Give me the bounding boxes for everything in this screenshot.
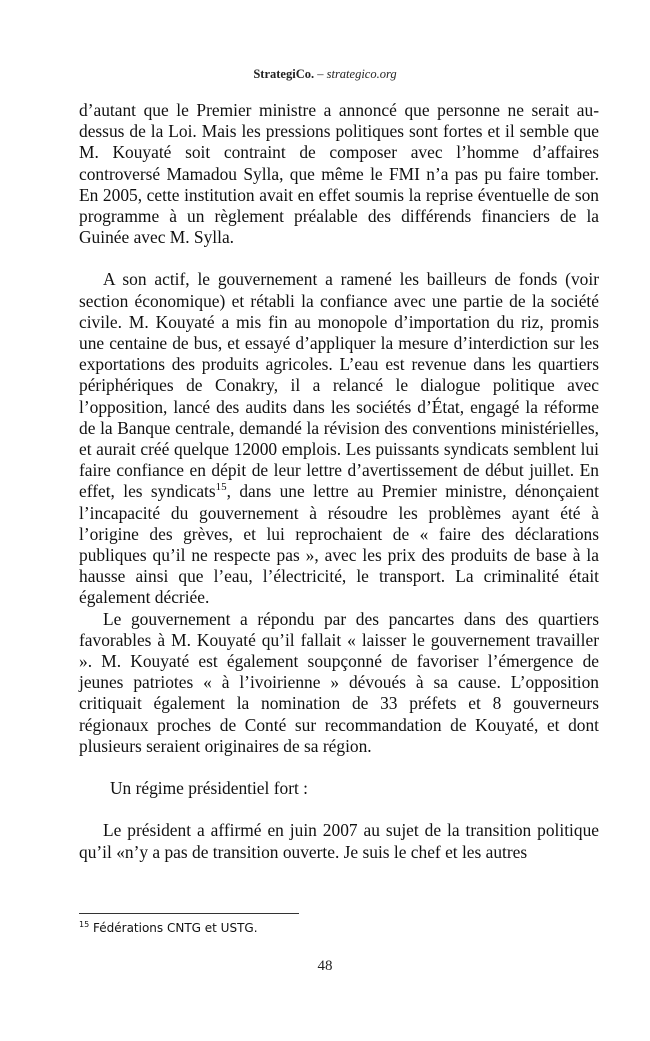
running-header [0,67,650,82]
header-separator: – [314,67,327,81]
footnote-reference: 15 [215,481,227,494]
paragraph-3: Le gouvernement a répondu par des pancartes dans des quartiers favorables à M. Kouyaté qu’il fallait « laisser le gouvernement travailler ». M. Kouyaté est également soupçonné de favoriser l’émergence de jeunes patriotes « à l’ivoirienne » dévoués à sa cause. L’opposition critiquait également la nomination de 33 préfets et 8 gouverneurs régionaux proches de Conté sur recommandation de Kouyaté, et dont plusieurs seraient originaires de sa région. [79,608,599,756]
paragraph-4: Le président a affirmé en juin 2007 au sujet de la transition politique qu’il «n’y a pas de transition ouverte. Je suis le chef et les autres [79,820,599,862]
page-number: 48 [317,958,333,974]
paragraph-2-text-a: A son actif, le gouvernement a ramené les bailleurs de fonds (voir section économique) et rétabli la confiance avec une partie de la société civile. M. Kouyaté a mis fin au monopole d’importation du riz, promis une centaine de bus, et essayé d’appliquer la mesure d’interdiction sur les exportations des produits agricoles. L’eau est revenue dans les quartiers périphériques de Conakry, il a relancé le dialogue politique avec l’opposition, lancé des audits dans les sociétés d’État, engagé la réforme de la Banque centrale, demandé la révision des conventions ministérielles, et aurait créé quelque 12000 emplois. Les puissants syndicats semblent lui faire confiance en dépit de leur lettre d’avertissement de début juillet. En effet, les syndicats [79,269,599,502]
footnote [79,921,258,935]
footnote-divider [79,913,299,914]
paragraph-2 [79,269,599,608]
paragraph-gap [79,248,599,269]
footnote-text: Fédérations CNTG et USTG. [89,921,258,935]
header-site: strategico.org [326,67,397,81]
paragraph-gap [79,799,599,820]
body-text [79,100,599,863]
paragraph-2-text-b: , dans une lettre au Premier ministre, dénonçaient l’incapacité du gouvernement à résoudre les problèmes ayant été à l’origine des grèves, et lui reprochaient de « faire des déclarations publiques qu’il ne respecte pas », avec les prix des produits de base à la hausse ainsi que l’eau, l’électricité, le transport. La criminalité était également décriée. [79,481,599,608]
paragraph-gap [79,757,599,778]
footnote-number: 15 [79,920,90,929]
paragraph-1: d’autant que le Premier ministre a annoncé que personne ne serait au-dessus de la Loi. Mais les pressions politiques sont fortes et il semble que M. Kouyaté soit contraint de composer avec l’homme d’affaires controversé Mamadou Sylla, que même le FMI n’a pas pu faire tomber. En 2005, cette institution avait en effet soumis la reprise éventuelle de son programme à un règlement préalable des différends financiers de la Guinée avec M. Sylla. [79,100,599,248]
section-heading: Un régime présidentiel fort : [110,778,308,799]
header-brand: StrategiCo. [253,67,315,81]
